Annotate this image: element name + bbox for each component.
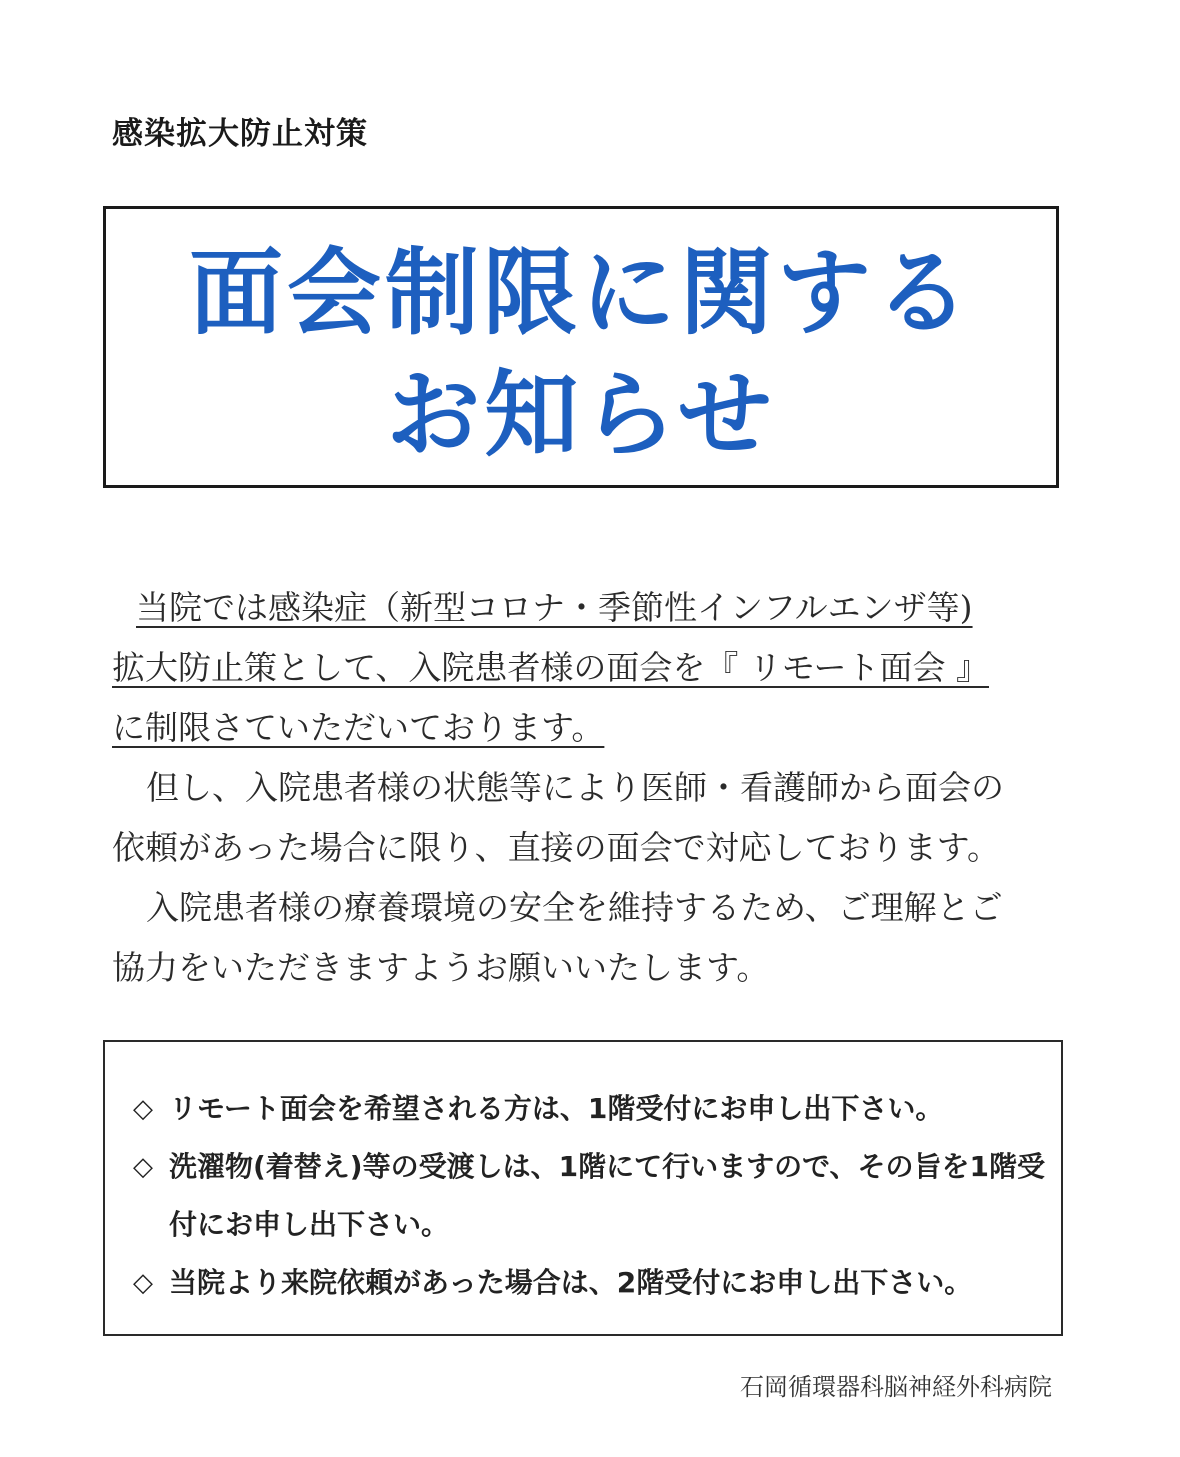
notice-text: リモート面会を希望される方は、1階受付にお申し出下さい。 bbox=[169, 1092, 944, 1125]
body-text bbox=[112, 578, 1072, 998]
diamond-bullet-icon: ◇ bbox=[133, 1152, 153, 1182]
body-line bbox=[112, 578, 1072, 638]
diamond-bullet-icon: ◇ bbox=[133, 1094, 153, 1124]
header-label: 感染拡大防止対策 bbox=[112, 116, 368, 152]
title-box bbox=[103, 206, 1059, 488]
body-para3-line2: 協力をいただきますようお願いいたします。 bbox=[112, 948, 770, 987]
notice-box bbox=[103, 1040, 1063, 1336]
body-para1-line3: に制限さていただいております。 bbox=[112, 708, 605, 747]
notice-text: 当院より来院依頼があった場合は、2階受付にお申し出下さい。 bbox=[169, 1266, 973, 1299]
notice-text: 洗濯物(着替え)等の受渡しは、1階にて行いますので、その旨を1階受付にお申し出下さい。 bbox=[169, 1150, 1046, 1241]
notice-item bbox=[133, 1254, 1051, 1312]
diamond-bullet-icon: ◇ bbox=[133, 1268, 153, 1298]
body-para2-line2: 依頼があった場合に限り、直接の面会で対応しております。 bbox=[112, 828, 1001, 867]
title-line-1: 面会制限に関する bbox=[188, 239, 973, 348]
body-para1-line1: 当院では感染症（新型コロナ・季節性インフルエンザ等) bbox=[136, 588, 973, 627]
body-para1-line2: 拡大防止策として、入院患者様の面会を『 リモート面会 』 bbox=[112, 648, 989, 687]
notice-item bbox=[133, 1138, 1051, 1254]
footer-organization: 石岡循環器科脳神経外科病院 bbox=[740, 1373, 1052, 1401]
title-line-2: お知らせ bbox=[386, 361, 776, 470]
body-line bbox=[112, 638, 1072, 698]
notice-list bbox=[133, 1080, 1051, 1312]
body-para3-line1: 入院患者様の療養環境の安全を維持するため、ご理解とご bbox=[146, 888, 1003, 927]
notice-item bbox=[133, 1080, 1051, 1138]
body-para2-line1: 但し、入院患者様の状態等により医師・看護師から面会の bbox=[146, 768, 1004, 807]
body-line bbox=[112, 698, 1072, 758]
